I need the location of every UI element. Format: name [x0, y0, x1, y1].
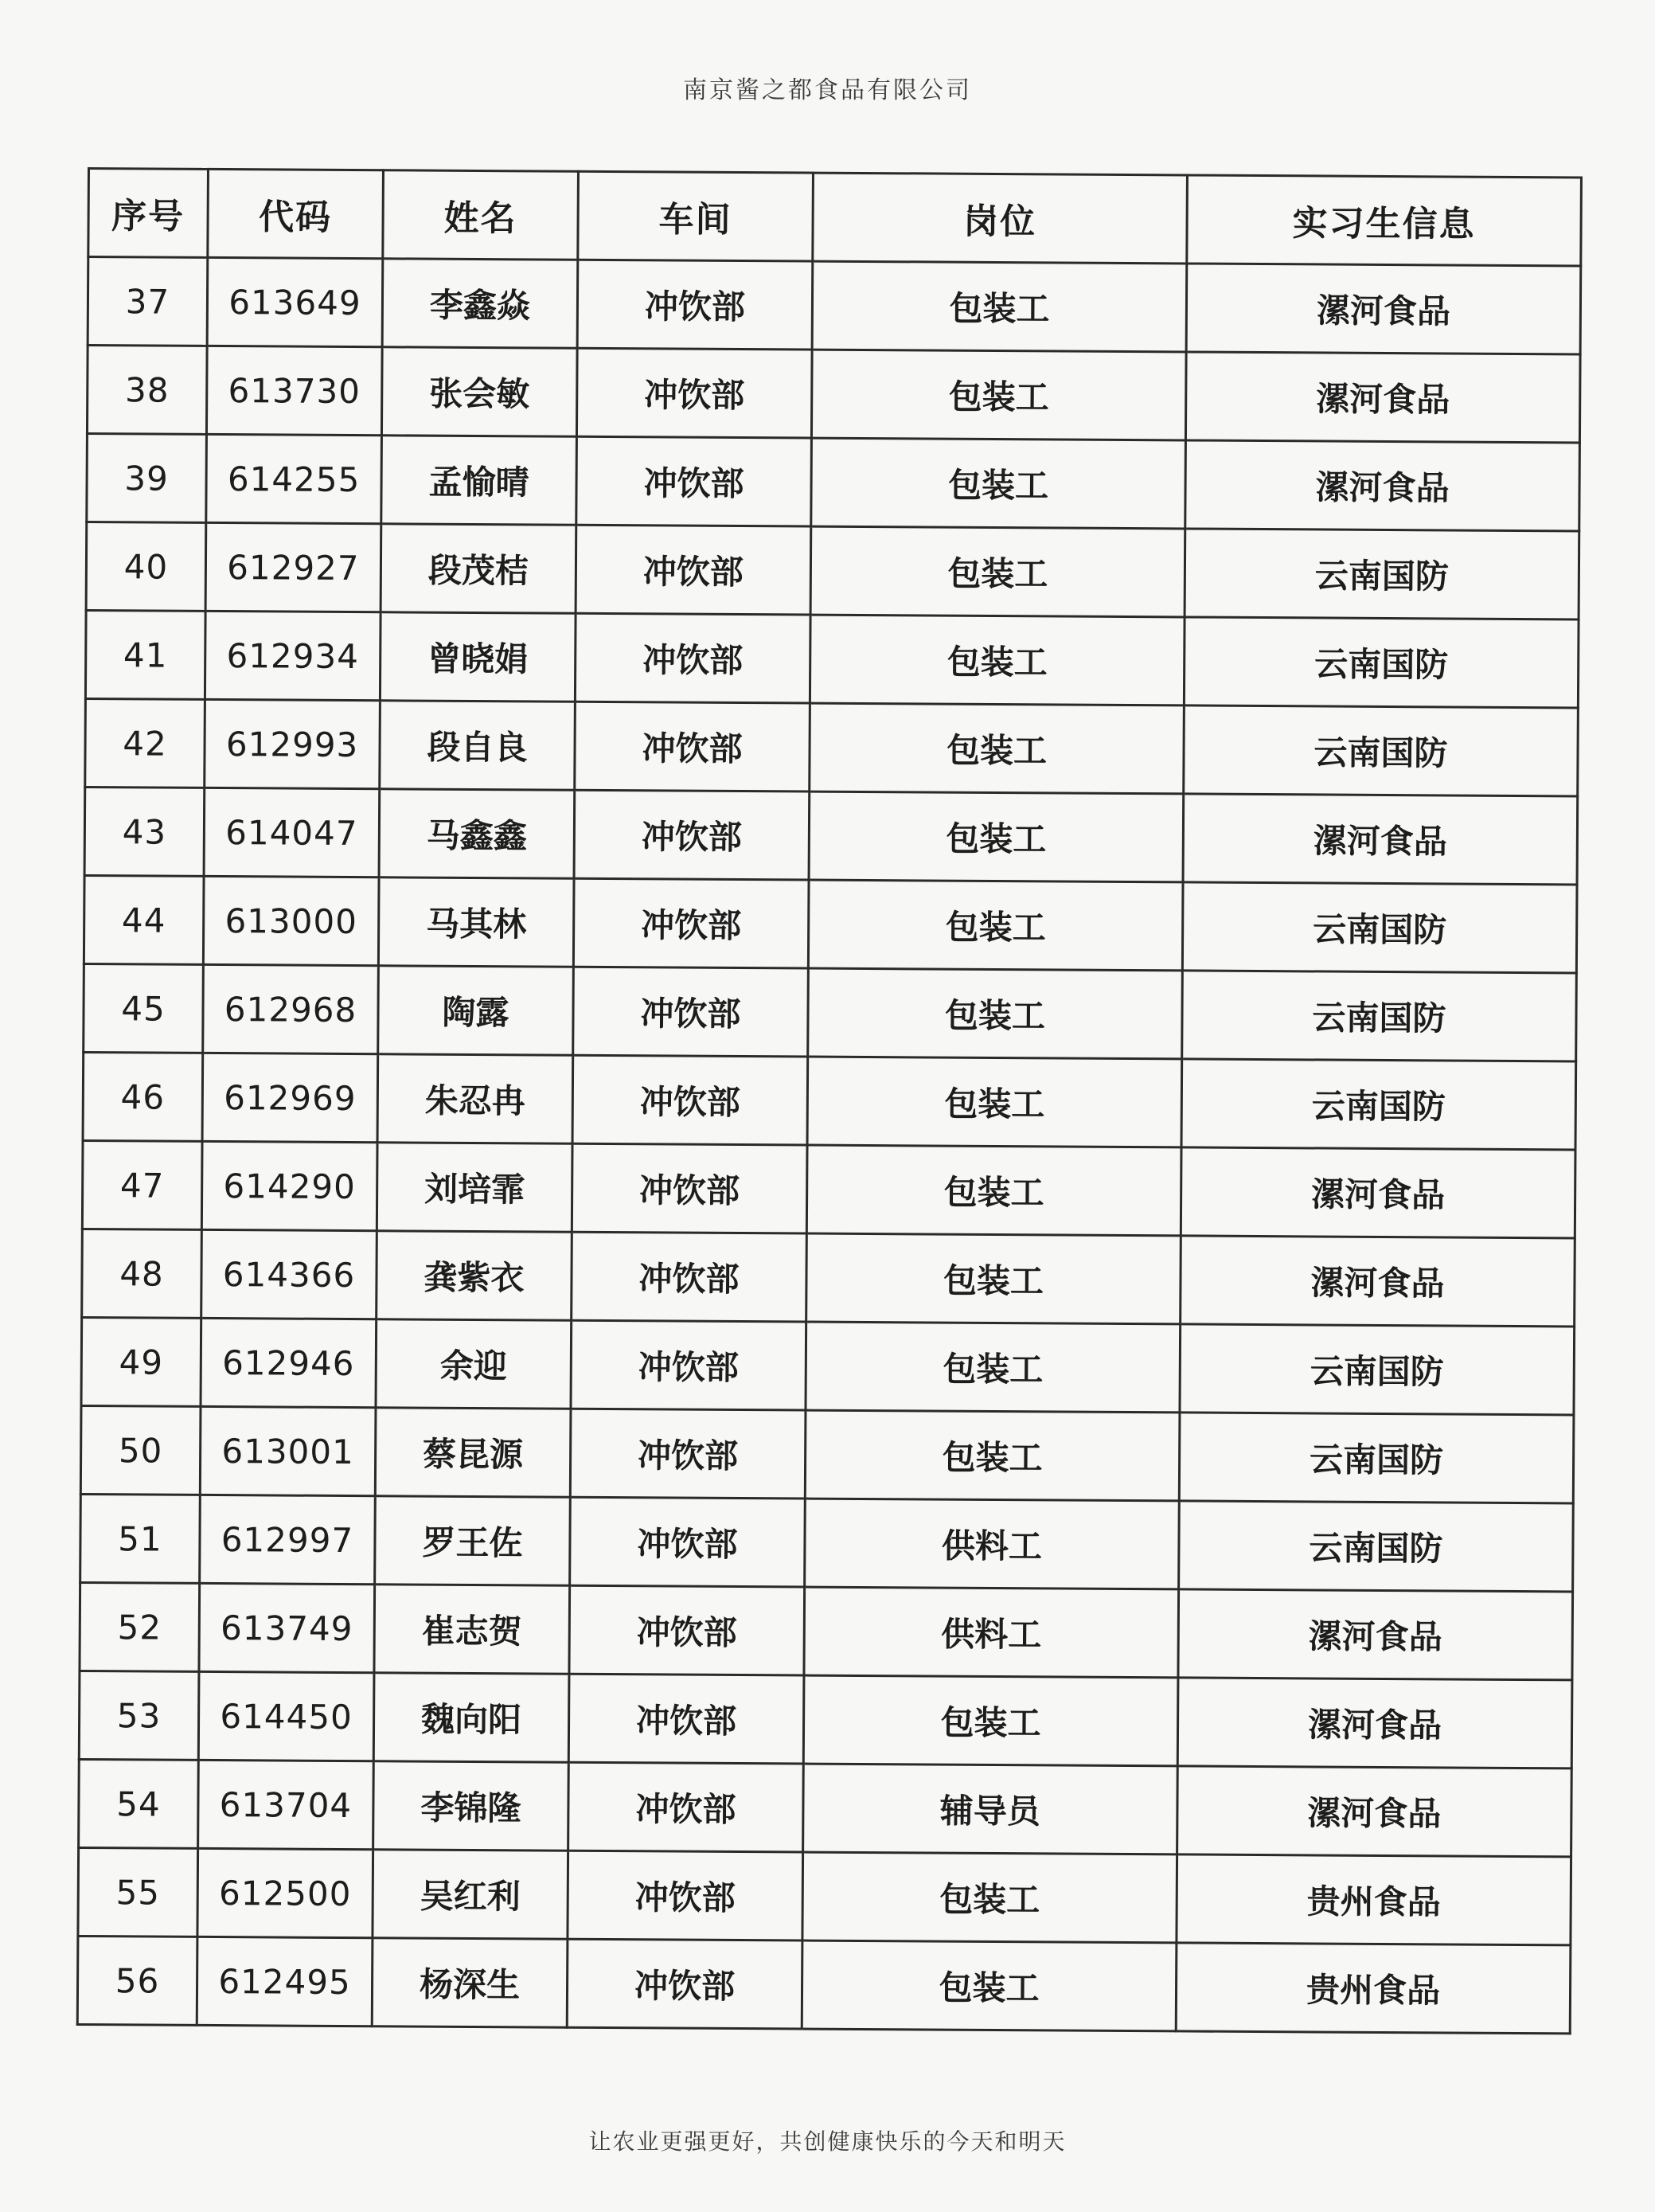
cell-seq: 44: [84, 875, 204, 964]
intern-roster-table: [76, 167, 1583, 2034]
table-row: [79, 1671, 1572, 1768]
cell-name: 曾晓娟: [380, 612, 576, 702]
cell-workshop: 冲饮部: [572, 1055, 808, 1145]
cell-name: 蔡昆源: [375, 1408, 571, 1497]
cell-post: 供料工: [805, 1499, 1180, 1589]
cell-post: 包装工: [802, 1852, 1177, 1943]
cell-name: 段自良: [380, 701, 576, 790]
column-header-intern-info: 实习生信息: [1187, 175, 1582, 266]
cell-seq: 37: [88, 257, 208, 346]
cell-workshop: 冲饮部: [570, 1409, 806, 1499]
cell-code: 612968: [203, 964, 379, 1053]
cell-intern-info: 贵州食品: [1176, 1943, 1571, 2034]
table-row: [85, 698, 1579, 795]
table-row: [83, 1052, 1576, 1149]
cell-workshop: 冲饮部: [577, 260, 813, 350]
cell-workshop: 冲饮部: [568, 1850, 803, 1940]
cell-intern-info: 云南国防: [1182, 971, 1577, 1061]
cell-workshop: 冲饮部: [573, 967, 809, 1057]
cell-code: 612495: [197, 1936, 373, 2026]
cell-post: 包装工: [811, 350, 1186, 440]
cell-name: 陶露: [378, 966, 574, 1055]
cell-intern-info: 云南国防: [1179, 1501, 1574, 1592]
cell-intern-info: 漯河食品: [1185, 352, 1580, 443]
column-header-code: 代码: [208, 169, 384, 258]
cell-post: 包装工: [806, 1322, 1181, 1413]
cell-name: 孟愉晴: [381, 436, 577, 525]
cell-workshop: 冲饮部: [568, 1674, 804, 1764]
cell-workshop: 冲饮部: [576, 436, 812, 526]
cell-workshop: 冲饮部: [575, 613, 810, 703]
cell-name: 李鑫焱: [382, 259, 578, 348]
table-row: [84, 787, 1578, 884]
cell-post: 包装工: [802, 1940, 1177, 2031]
cell-code: 613730: [206, 346, 382, 435]
cell-intern-info: 云南国防: [1181, 1059, 1576, 1150]
cell-post: 包装工: [810, 615, 1185, 705]
cell-workshop: 冲饮部: [573, 878, 809, 968]
cell-code: 612927: [205, 522, 381, 612]
cell-workshop: 冲饮部: [568, 1762, 804, 1852]
cell-seq: 49: [81, 1317, 201, 1406]
cell-name: 杨深生: [372, 1938, 568, 2027]
table-row: [80, 1405, 1574, 1503]
cell-name: 段茂桔: [381, 524, 576, 613]
cell-code: 612997: [200, 1495, 376, 1584]
cell-name: 余迎: [376, 1319, 572, 1409]
table-row: [84, 875, 1577, 972]
cell-seq: 54: [79, 1759, 199, 1848]
cell-workshop: 冲饮部: [570, 1497, 806, 1587]
cell-intern-info: 云南国防: [1185, 529, 1579, 619]
cell-name: 吴红利: [373, 1850, 568, 1939]
cell-workshop: 冲饮部: [569, 1585, 805, 1675]
table-row: [87, 434, 1580, 531]
cell-intern-info: 云南国防: [1179, 1413, 1574, 1503]
cell-code: 614450: [198, 1671, 374, 1761]
table-row: [87, 346, 1580, 443]
cell-seq: 38: [87, 346, 207, 435]
table-row: [78, 1847, 1571, 1944]
roster-table-wrap: [76, 167, 1580, 2034]
cell-name: 刘培霏: [377, 1143, 572, 1232]
page-footer-slogan: 让农业更强更好，共创健康快乐的今天和明天: [588, 2128, 1067, 2155]
cell-name: 马鑫鑫: [379, 789, 575, 878]
cell-seq: 52: [80, 1582, 200, 1671]
cell-workshop: 冲饮部: [574, 790, 810, 880]
cell-seq: 48: [82, 1229, 202, 1318]
column-header-seq: 序号: [88, 169, 209, 258]
cell-seq: 39: [87, 434, 207, 523]
cell-name: 李锦隆: [373, 1761, 569, 1850]
cell-name: 张会敏: [381, 347, 577, 436]
cell-name: 朱忍冉: [377, 1054, 573, 1143]
cell-code: 612993: [205, 699, 381, 788]
cell-intern-info: 漯河食品: [1181, 1147, 1575, 1238]
table-row: [86, 522, 1579, 619]
cell-code: 613749: [199, 1583, 375, 1672]
cell-name: 罗王佐: [375, 1496, 571, 1585]
cell-seq: 55: [78, 1847, 198, 1936]
cell-intern-info: 云南国防: [1184, 705, 1579, 796]
cell-workshop: 冲饮部: [572, 1143, 807, 1233]
table-row: [82, 1229, 1575, 1326]
cell-workshop: 冲饮部: [567, 1939, 802, 2029]
cell-name: 龚紫衣: [377, 1231, 572, 1320]
cell-post: 包装工: [806, 1145, 1181, 1236]
cell-intern-info: 漯河食品: [1177, 1678, 1572, 1768]
cell-seq: 56: [77, 1936, 197, 2025]
cell-seq: 47: [82, 1140, 202, 1229]
table-row: [85, 610, 1579, 707]
cell-post: 包装工: [808, 968, 1183, 1059]
cell-post: 供料工: [804, 1587, 1179, 1678]
cell-seq: 43: [84, 787, 205, 876]
cell-intern-info: 云南国防: [1182, 882, 1577, 973]
cell-intern-info: 漯河食品: [1181, 1236, 1575, 1327]
cell-intern-info: 漯河食品: [1183, 794, 1578, 885]
table-row: [80, 1494, 1574, 1591]
table-row: [79, 1759, 1572, 1856]
cell-seq: 42: [85, 698, 205, 787]
cell-post: 包装工: [805, 1410, 1180, 1501]
table-row: [81, 1317, 1575, 1414]
cell-name: 马其林: [378, 877, 574, 967]
cell-code: 613704: [198, 1760, 374, 1849]
cell-code: 612946: [201, 1318, 377, 1407]
table-row: [80, 1582, 1573, 1679]
cell-intern-info: 漯河食品: [1186, 264, 1581, 354]
cell-intern-info: 云南国防: [1180, 1324, 1575, 1415]
column-header-workshop: 车间: [578, 171, 814, 261]
cell-post: 包装工: [806, 1233, 1181, 1324]
cell-seq: 51: [80, 1494, 201, 1583]
cell-post: 包装工: [809, 791, 1184, 882]
cell-post: 包装工: [811, 438, 1186, 529]
page-header-company: 南京酱之都食品有限公司: [683, 76, 972, 104]
cell-code: 614047: [204, 787, 380, 877]
cell-workshop: 冲饮部: [576, 348, 812, 438]
cell-seq: 53: [79, 1671, 199, 1760]
cell-post: 包装工: [803, 1675, 1178, 1766]
table-row: [77, 1936, 1571, 2033]
cell-seq: 45: [84, 963, 204, 1053]
cell-intern-info: 漯河食品: [1177, 1766, 1572, 1857]
cell-intern-info: 漯河食品: [1178, 1589, 1573, 1680]
cell-post: 辅导员: [803, 1764, 1178, 1854]
cell-intern-info: 云南国防: [1184, 617, 1579, 708]
cell-post: 包装工: [812, 261, 1187, 352]
table-header-row: [88, 169, 1582, 266]
cell-code: 612934: [205, 611, 381, 700]
cell-intern-info: 贵州食品: [1177, 1854, 1571, 1945]
cell-seq: 50: [80, 1405, 201, 1495]
cell-workshop: 冲饮部: [572, 1232, 807, 1322]
cell-workshop: 冲饮部: [575, 702, 810, 791]
cell-code: 613649: [207, 257, 383, 346]
column-header-post: 岗位: [813, 173, 1188, 264]
table-row: [82, 1140, 1575, 1237]
cell-code: 613001: [200, 1406, 376, 1495]
table-row: [88, 257, 1581, 354]
cell-name: 崔志贺: [374, 1585, 570, 1674]
cell-post: 包装工: [808, 880, 1183, 971]
cell-post: 包装工: [810, 526, 1185, 617]
cell-code: 614290: [201, 1141, 377, 1230]
cell-seq: 41: [85, 610, 205, 699]
cell-seq: 40: [86, 522, 206, 612]
cell-workshop: 冲饮部: [576, 525, 811, 615]
cell-post: 包装工: [807, 1057, 1182, 1147]
column-header-name: 姓名: [383, 170, 579, 260]
cell-intern-info: 漯河食品: [1185, 440, 1580, 531]
table-row: [84, 963, 1577, 1061]
cell-code: 612969: [202, 1053, 378, 1142]
cell-seq: 46: [83, 1052, 203, 1141]
cell-post: 包装工: [810, 703, 1185, 794]
cell-code: 612500: [197, 1848, 373, 1937]
cell-name: 魏向阳: [373, 1673, 569, 1762]
table-body: [77, 257, 1581, 2034]
cell-code: 614366: [201, 1229, 377, 1319]
cell-code: 613000: [203, 876, 379, 965]
cell-code: 614255: [206, 434, 382, 523]
cell-workshop: 冲饮部: [571, 1320, 806, 1410]
